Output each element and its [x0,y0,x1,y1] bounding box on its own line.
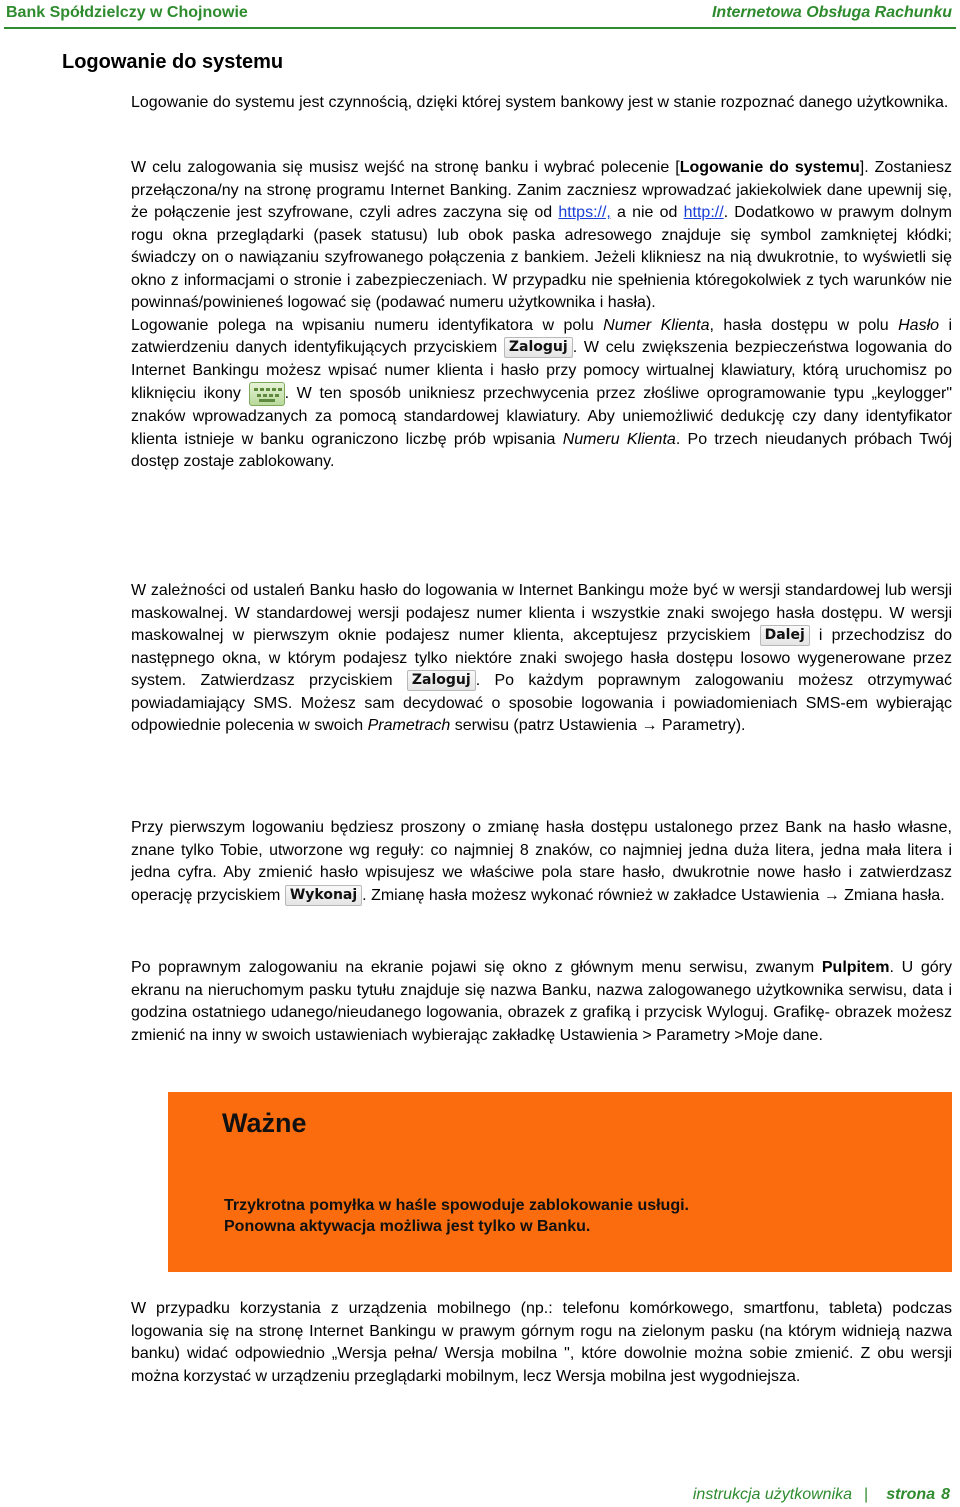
page-footer [0,1482,960,1507]
bank-name: Bank Spółdzielczy w Chojnowie [6,4,248,21]
wykonaj-button[interactable]: Wykonaj [285,885,362,906]
http-link[interactable]: http:// [683,204,724,221]
section-title: Logowanie do systemu [62,51,284,73]
footer-separator: | [864,1486,869,1503]
header-rule [4,27,956,29]
service-name: Internetowa Obsługa Rachunku [711,4,952,21]
dashboard-paragraph: Po poprawnym zalogowaniu na ekranie pojawi się okno z głównym menu serwisu, zwanym Pulpitem. U góry ekranu na nieruchomym pasku tytułu znajduje się nazwa Banku, nazwa zalogowanego użytkownika serwisu, data i godzina ostatniego udanego/nieudanego logowania, obrazek z grafiką i przycisk Wyloguj. Grafikę- obrazek możesz zmienić na inny w swoich ustawieniach wybierając zakładkę Ustawienia > Parametry >Moje dane. [131,959,953,1044]
intro-text: Logowanie do systemu jest czynnością, dzięki której system bankowy jest w stanie rozpoznać danego użytkownika. [131,94,949,111]
arrow-icon: → [641,717,658,734]
password-version-paragraph: W zależności od ustaleń Banku hasło do logowania w Internet Bankingu może być w wersji standardowej lub wersji maskowalnej. W standardowej wersji podajesz numer klienta i wszystkie znaki swojego hasła dostępu. W wersji maskowalnej w pierwszym oknie podajesz numer klienta, akceptujesz przyciskiem Dalej i przechodzisz do następnego okna, w którym podajesz tylko niektóre znaki swojego hasła dostępu losowo wygenerowane przez system. Zatwierdzasz przyciskiem Zaloguj . Po każdym poprawnym zalogowaniu możesz otrzymywać powiadamiający SMS. Możesz sam decydować o sposobie logowania i powiadomieniach SMS-em wybierając odpowiednie polecenia w swoich Prametrach serwisu (patrz Ustawienia → Parametry). [131,582,953,734]
important-notice [168,1092,952,1272]
notice-message: Trzykrotna pomyłka w haśle spowoduje zablokowanie usługi. Ponowna aktywacja możliwa jest tylko w Banku. [224,1197,689,1235]
login-text: W celu zalogowania się musisz wejść na stronę banku i wybrać polecenie [Logowanie do systemu]. Zostaniesz przełączona/ny na stronę programu Internet Banking. Zanim zaczniesz wprowadzać jakiekolwiek dane upewnij się, że połączenie jest szyfrowane, czyli adres zaczyna się od https://, a nie od http://. Dodatkowo w prawym dolnym rogu okna przeglądarki (pasek statusu) lub obok paska adresowego znajduje się symbol zamkniętej kłódki; świadczy on o nawiązaniu szyfrowanego połączenia z bankiem. Jeżeli klikniesz na nią dwukrotnie, to wyświetli się okno z informacjami o stronie i zabezpieczeniach. W przypadku nie spełnienia któregokolwiek z tych warunków nie powinnaś/powinieneś logować się (podawać numeru użytkownika i hasła). [131,159,953,311]
zaloguj-button[interactable]: Zaloguj [407,670,476,691]
login-instructions [131,157,952,474]
mobile-paragraph: W przypadku korzystania z urządzenia mobilnego (np.: telefonu komórkowego, smartfonu, tableta) podczas logowania się na stronę Internet Bankingu w prawym górnym rogu na zielonym pasku (na którym widnieją nazwa banku) widać odpowiednio „Wersja pełna/ Wersja mobilna ", które dowolnie można sobie zmienić. Z obu wersji można korzystać w urządzeniu przeglądarki mobilnym, lecz Wersja mobilna jest wygodniejsza. [131,1300,952,1385]
footer-label: instrukcja użytkownika [692,1486,853,1503]
page-label: strona [886,1486,936,1503]
password-change-paragraph: Przy pierwszym logowaniu będziesz proszony o zmianę hasła dostępu ustalonego przez Bank na hasło własne, znane tylko Tobie, utworzone wg reguły: co najmniej 8 znaków, co najmniej jedna duża litera, jedna mała litera i jedna cyfra. Aby zmienić hasło wpisujesz we właściwe pola stare hasło, dwukrotnie nowe hasło i zatwierdzasz operację przyciskiem Wykonaj . Zmianę hasła możesz wykonać również w zakładce Ustawienia → Zmiana hasła. [131,817,952,907]
arrow-icon: → [823,886,840,904]
dalej-button[interactable]: Dalej [760,625,810,646]
login-fields-text: Logowanie polega na wpisaniu numeru identyfikatora w polu Numer Klienta, hasła dostępu w polu Hasło i zatwierdzeniu danych identyfikujących przyciskiem Zaloguj . W celu zwiększenia bezpieczeństwa logowania do Internet Bankingu możesz wpisać numer klienta i hasło przy pomocy wirtualnej klawiatury, którą uruchomisz po kliknięciu ikony . W ten sposób unikniesz przechwycenia przez złośliwe oprogramowanie typu „keylogger" znaków wprowadzanych za pomocą standardowej klawiatury. Aby uniemożliwić dedukcję czy dany identyfikator klienta istnieje w banku ograniczono liczbę prób wpisania Numeru Klienta. Po trzech nieudanych próbach Twój dostęp zostaje zablokowany. [131,316,953,470]
virtual-keyboard-icon[interactable] [249,382,285,406]
https-link[interactable]: https://, [558,204,611,221]
page-number: 8 [941,1486,950,1503]
notice-heading: Ważne [222,1108,307,1138]
intro-paragraph [131,92,952,115]
zaloguj-button[interactable]: Zaloguj [504,337,573,358]
page-header [0,0,960,30]
